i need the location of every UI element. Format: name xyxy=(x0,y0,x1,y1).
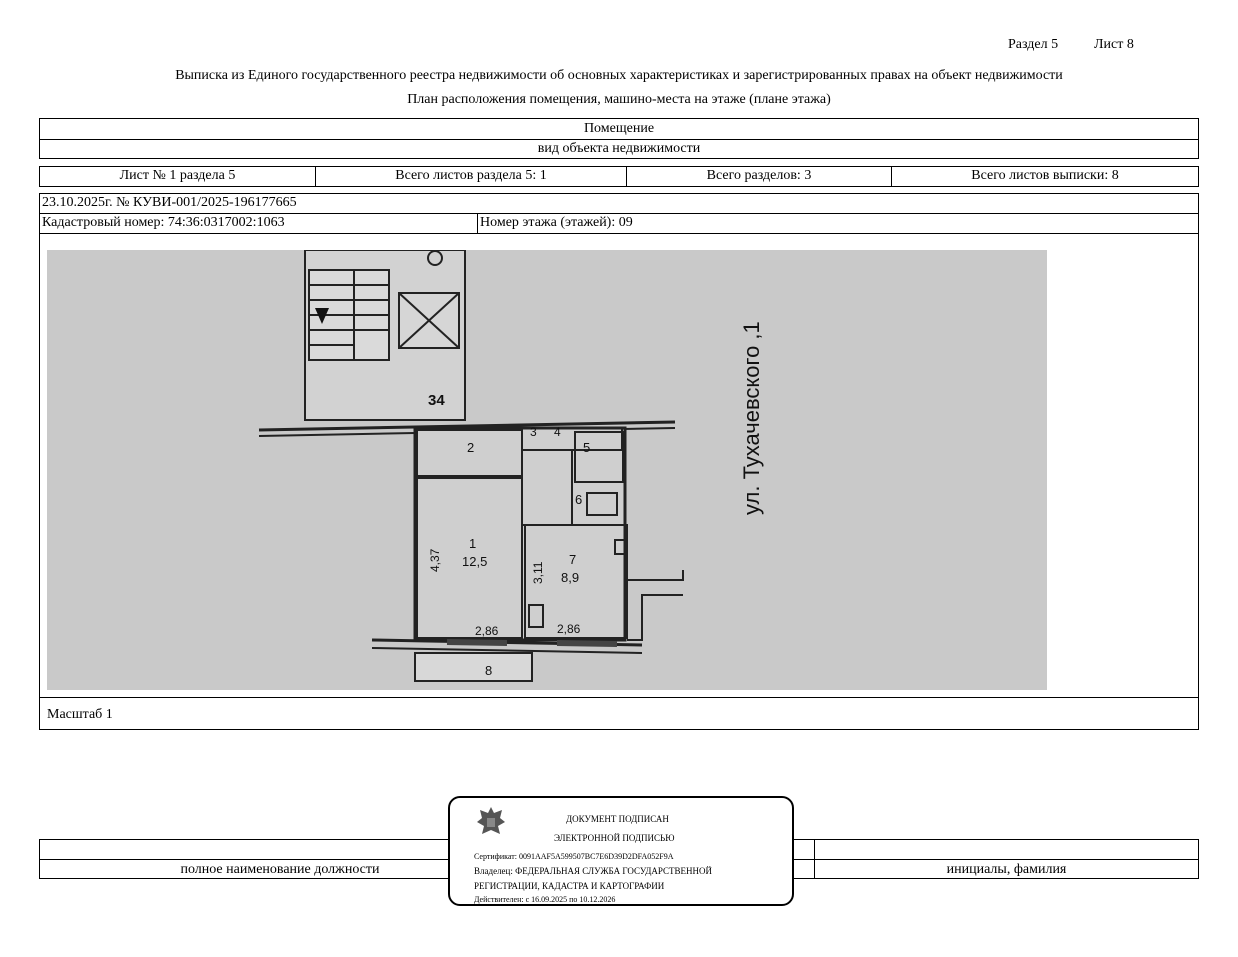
room-6-number: 6 xyxy=(575,492,583,507)
cadastral-number: Кадастровый номер: 74:36:0317002:1063 xyxy=(42,215,285,230)
stair-label: 34 xyxy=(428,392,445,409)
section-label: Раздел 5 xyxy=(1008,37,1059,52)
room-1-number: 1 xyxy=(469,536,477,551)
dimension-4-37: 4,37 xyxy=(428,548,442,572)
stamp-line1: ДОКУМЕНТ ПОДПИСАН xyxy=(566,814,669,824)
dimension-3-11: 3,11 xyxy=(531,561,545,584)
stamp-owner-line2: РЕГИСТРАЦИИ, КАДАСТРА И КАРТОГРАФИИ xyxy=(474,881,665,891)
floor-plan xyxy=(47,250,1047,690)
dimension-2-86-left: 2,86 xyxy=(475,624,499,638)
room-5-number: 5 xyxy=(583,440,591,455)
room-3-number: 3 xyxy=(530,425,537,439)
name-caption: инициалы, фамилия xyxy=(946,862,1067,877)
document-title: Выписка из Единого государственного реестра недвижимости об основных характеристиках и зарегистрированных правах на объект недвижимости xyxy=(175,68,1063,83)
stamp-line2: ЭЛЕКТРОННОЙ ПОДПИСЬЮ xyxy=(554,833,675,843)
stamp-certificate: Сертификат: 0091AAF5A599507BC7E6D39D2DFA052F9A xyxy=(474,852,674,861)
document-subtitle: План расположения помещения, машино-места на этаже (плане этажа) xyxy=(407,92,831,107)
street-label: ул. Тухачевского ,1 xyxy=(739,321,764,515)
room-7-area: 8,9 xyxy=(561,570,580,585)
object-type-caption: вид объекта недвижимости xyxy=(537,141,701,156)
sheets-in-section: Всего листов раздела 5: 1 xyxy=(395,168,547,183)
room-2-number: 2 xyxy=(467,440,475,455)
sections-total: Всего разделов: 3 xyxy=(706,168,812,183)
dimension-2-86-right: 2,86 xyxy=(557,622,581,636)
e-signature-stamp xyxy=(448,796,794,906)
object-type: Помещение xyxy=(583,121,655,136)
record-date-number: 23.10.2025г. № КУВИ-001/2025-196177665 xyxy=(42,195,297,210)
stamp-owner-line1: Владелец: ФЕДЕРАЛЬНАЯ СЛУЖБА ГОСУДАРСТВЕННОЙ xyxy=(474,866,713,876)
room-1-area: 12,5 xyxy=(462,554,488,569)
room-7-number: 7 xyxy=(569,552,577,567)
room-8-number: 8 xyxy=(485,663,493,678)
position-caption: полное наименование должности xyxy=(180,862,380,877)
coat-of-arms-icon xyxy=(474,804,508,840)
sheet-label: Лист 8 xyxy=(1094,37,1134,52)
stamp-validity: Действителен: с 16.09.2025 по 10.12.2026 xyxy=(474,895,616,904)
sheet-number: Лист № 1 раздела 5 xyxy=(119,168,236,183)
sheets-total: Всего листов выписки: 8 xyxy=(971,168,1119,183)
floor-number: Номер этажа (этажей): 09 xyxy=(480,215,633,230)
scale-label: Масштаб 1 xyxy=(47,707,113,722)
room-4-number: 4 xyxy=(554,425,561,439)
